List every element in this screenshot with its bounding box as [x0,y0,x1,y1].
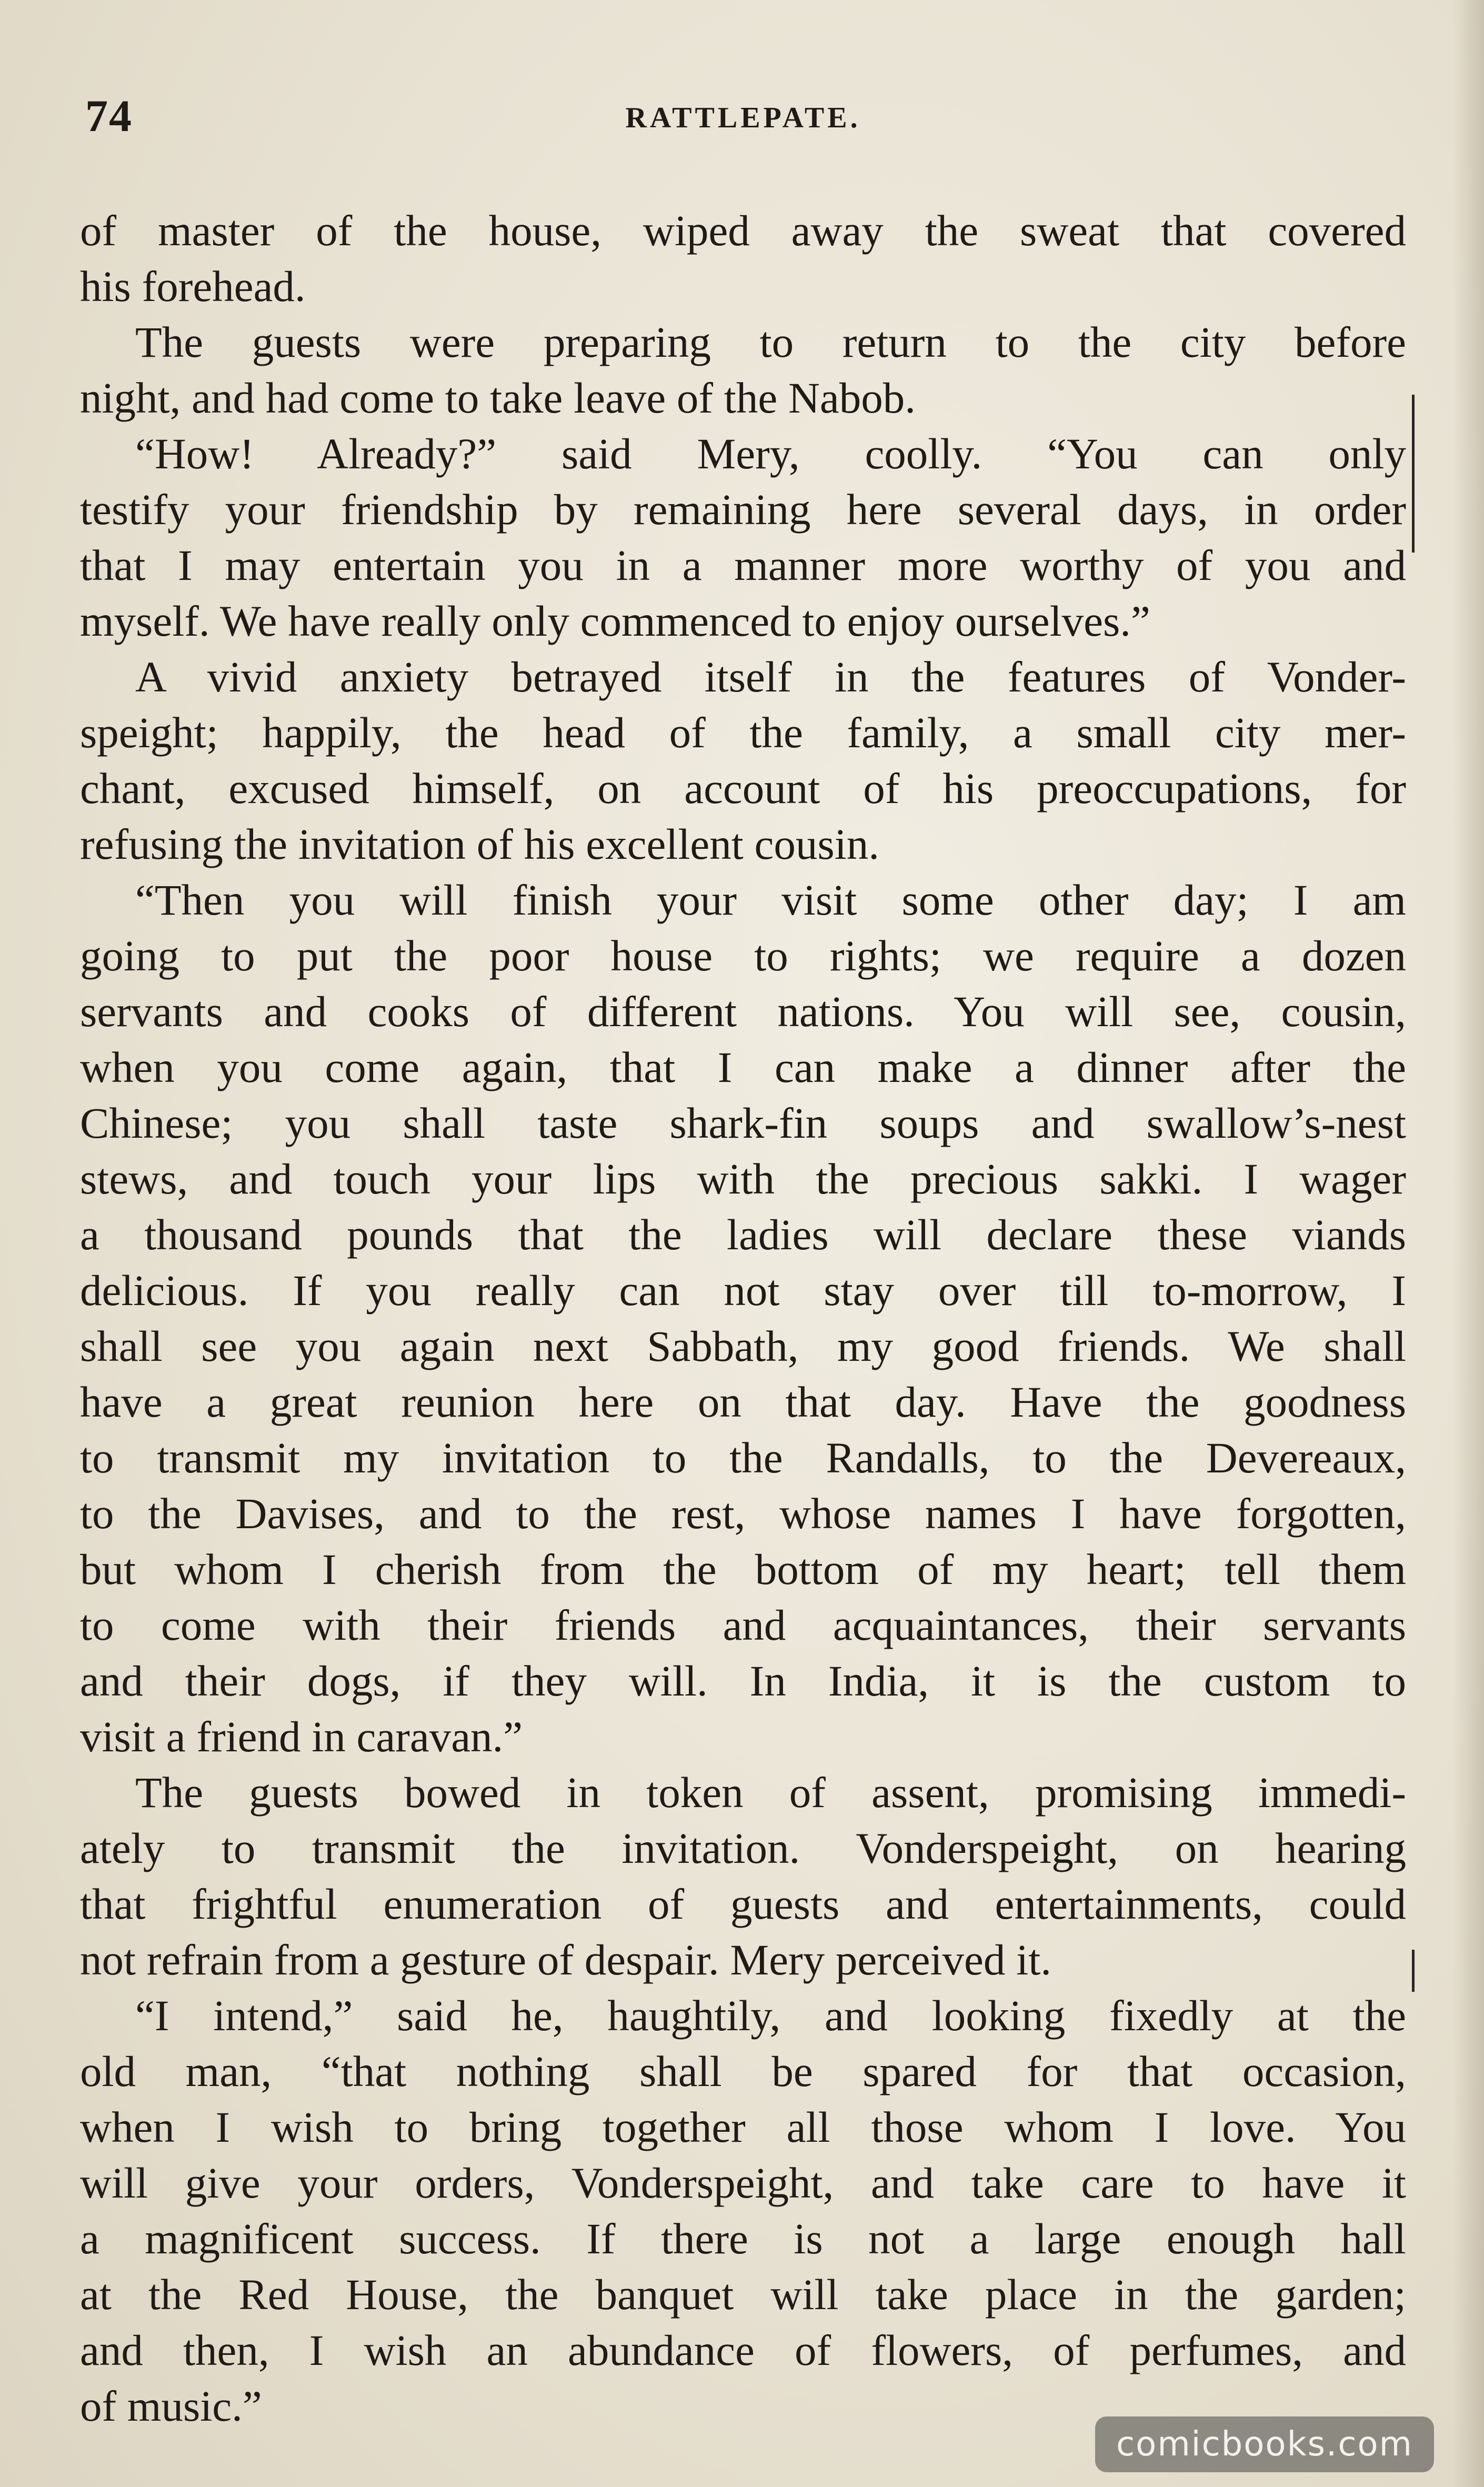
text-line: A vivid anxiety betrayed itself in the features of Vonder- [135,653,1406,701]
text-line: shall see you again next Sabbath, my good friends. We shall [80,1322,1406,1370]
text-line: speight; happily, the head of the family, a small city mer- [80,708,1406,757]
text-line: chant, excused himself, on account of his preoccupations, for [80,764,1406,813]
text-line: that frightful enumeration of guests and entertainments, could [80,1880,1406,1928]
text-line: refusing the invitation of his excellent cousin. [80,820,880,868]
text-line: visit a friend in caravan.” [80,1712,523,1761]
text-line: “Then you will finish your visit some other day; I am [135,876,1406,924]
text-line: his forehead. [80,262,306,310]
text-line: testify your friendship by remaining here several days, in order [80,485,1406,534]
margin-mark [1412,1950,1415,1992]
text-line: “How! Already?” said Mery, coolly. “You can only [135,429,1406,478]
text-line: of master of the house, wiped away the sweat that covered [80,206,1406,255]
page-edge-shadow [1452,0,1484,2487]
text-line: a thousand pounds that the ladies will declare these viands [80,1210,1406,1259]
text-line: when you come again, that I can make a dinner after the [80,1043,1406,1091]
text-line: The guests bowed in token of assent, promising immedi- [135,1768,1406,1817]
text-line: to the Davises, and to the rest, whose names I have forgotten, [80,1489,1406,1538]
text-line: Chinese; you shall taste shark-fin soups and swallow’s-nest [80,1099,1406,1147]
text-line: when I wish to bring together all those whom I love. You [80,2103,1406,2151]
text-line: “I intend,” said he, haughtily, and looking fixedly at the [135,1991,1406,2040]
text-line: myself. We have really only commenced to enjoy ourselves.” [80,597,1150,645]
body-text [80,203,1406,2434]
text-line: and their dogs, if they will. In India, it is the custom to [80,1657,1406,1705]
text-line: The guests were preparing to return to the city before [135,318,1406,366]
running-head: RATTLEPATE. [625,102,861,134]
text-line: going to put the poor house to rights; we require a dozen [80,931,1406,980]
text-line: and then, I wish an abundance of flowers, of perfumes, and [80,2326,1406,2374]
text-line: a magnificent success. If there is not a large enough hall [80,2214,1406,2263]
text-line: that I may entertain you in a manner more worthy of you and [80,541,1406,589]
page-number: 74 [85,91,133,141]
text-line: not refrain from a gesture of despair. Mery perceived it. [80,1936,1052,1984]
text-line: ately to transmit the invitation. Vonderspeight, on hearing [80,1824,1406,1872]
text-line: have a great reunion here on that day. Have the goodness [80,1378,1406,1426]
watermark: comicbooks.com [1095,2416,1434,2472]
text-line: servants and cooks of different nations. You will see, cousin, [80,987,1406,1036]
text-line: night, and had come to take leave of the Nabob. [80,374,916,422]
text-line: to come with their friends and acquaintances, their servants [80,1601,1406,1649]
text-line: will give your orders, Vonderspeight, and take care to have it [80,2159,1406,2207]
text-line: delicious. If you really can not stay over till to-morrow, I [80,1266,1406,1315]
text-line: at the Red House, the banquet will take place in the garden; [80,2270,1406,2319]
page-header [85,89,1401,147]
text-line: of music.” [80,2382,262,2430]
text-line: stews, and touch your lips with the precious sakki. I wager [80,1155,1406,1203]
text-line: old man, “that nothing shall be spared for that occasion, [80,2047,1406,2095]
text-line: but whom I cherish from the bottom of my heart; tell them [80,1545,1406,1593]
margin-mark [1412,395,1415,553]
text-line: to transmit my invitation to the Randalls, to the Devereaux, [80,1433,1406,1482]
